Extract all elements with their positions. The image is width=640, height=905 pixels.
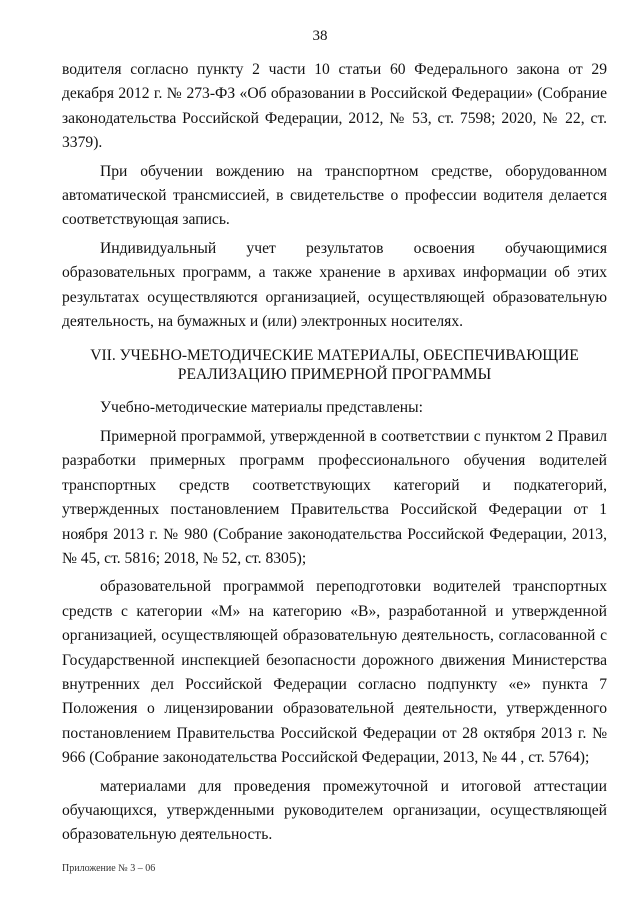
footer-note: Приложение № 3 – 06 — [62, 863, 156, 874]
paragraph-attestation-materials: материалами для проведения промежуточной и итоговой аттестации обучающихся, утвержденными руководителем организации, осуществляющей образовательную деятельность. — [62, 777, 607, 844]
section-heading — [62, 346, 607, 384]
paragraph-materials-intro: Учебно-методические материалы представлены: — [100, 399, 423, 417]
page-number: 38 — [312, 28, 328, 44]
paragraph-retraining-program: образовательной программой переподготовки водителей транспортных средств с категории «M» на категорию «B», разработанной и утвержденной организацией, осуществляющей образовательную деятельность, согласованной с Государственной инспекцией безопасности дорожного движения Министерства внутренних дел Российской Федерации согласно подпункту «е» пункта 7 Положения о лицензировании образовательной деятельности, утвержденного постановлением Правительства Российской Федерации от 28 октября 2013 г. № 966 (Собрание законодательства Российской Федерации, 2013, № 44 , ст. 5764); — [62, 578, 607, 767]
paragraph-continuation: водителя согласно пункту 2 части 10 статьи 60 Федерального закона от 29 декабря 2012 г. № 273-ФЗ «Об образовании в Российской Федерации» (Собрание законодательства Российской Федерации, 2012, № 53, ст. 7598; 2020, № 22, ст. 3379). — [62, 61, 607, 152]
section-heading-line2: РЕАЛИЗАЦИЮ ПРИМЕРНОЙ ПРОГРАММЫ — [177, 366, 492, 384]
document-body — [62, 58, 607, 848]
section-heading-line1: VII. УЧЕБНО-МЕТОДИЧЕСКИЕ МАТЕРИАЛЫ, ОБЕСПЕЧИВАЮЩИЕ — [90, 347, 579, 365]
paragraph-individual-accounting: Индивидуальный учет результатов освоения обучающимися образовательных программ, а также хранение в архивах информации об этих результатах осуществляются организацией, осуществляющей образовательную деятельность, на бумажных и (или) электронных носителях. — [62, 239, 607, 331]
paragraph-automatic-transmission: При обучении вождению на транспортном средстве, оборудованном автоматической трансмиссией, в свидетельстве о профессии водителя делается соответствующая запись. — [62, 162, 607, 229]
paragraph-sample-program: Примерной программой, утвержденной в соответствии с пунктом 2 Правил разработки примерных программ профессионального обучения водителей транспортных средств соответствующих категорий и подкатегорий, утвержденных постановлением Правительства Российской Федерации от 1 ноября 2013 г. № 980 (Собрание законодательства Российской Федерации, 2013, № 45, ст. 5816; 2018, № 52, ст. 8305); — [62, 427, 607, 567]
